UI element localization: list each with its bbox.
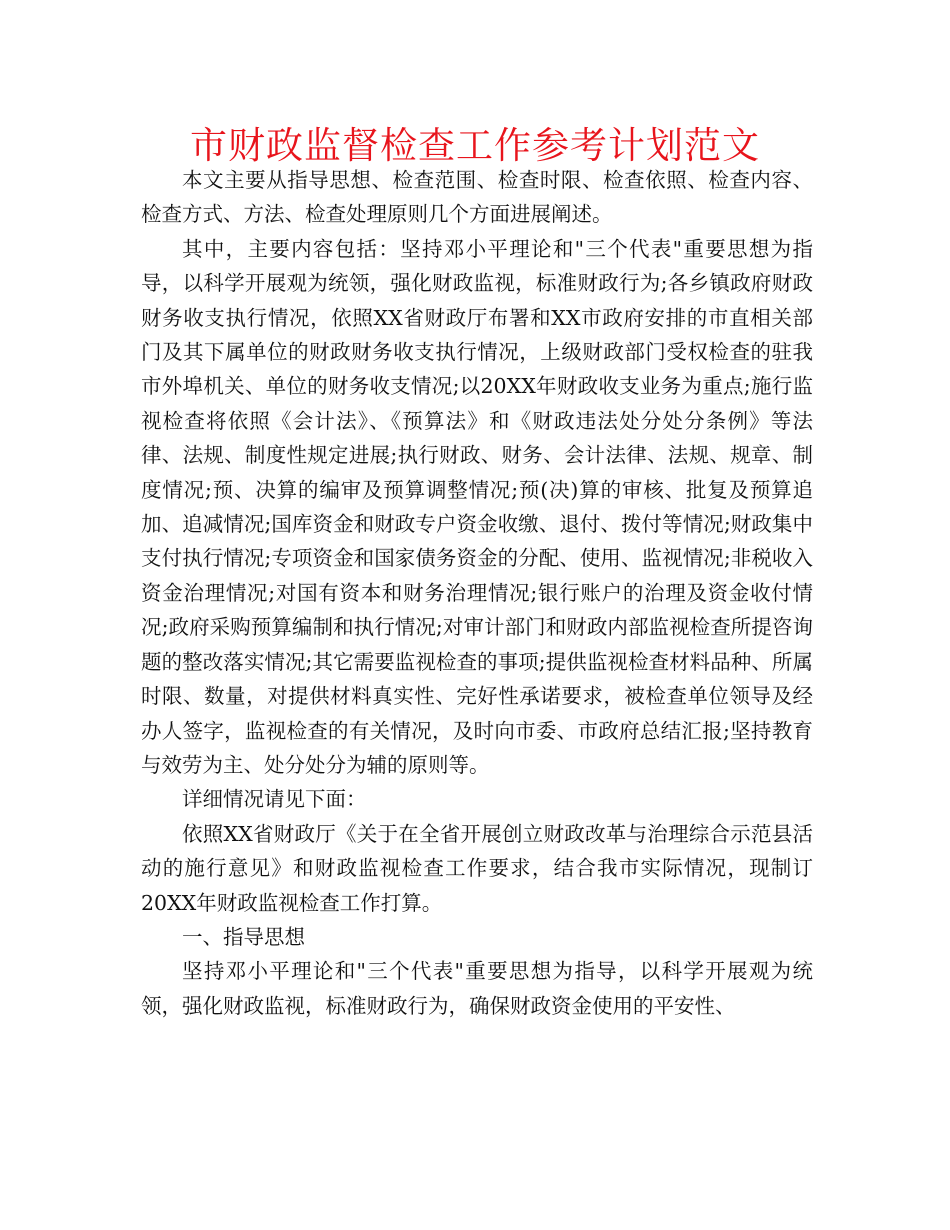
paragraph-guiding-ideology: 坚持邓小平理论和"三个代表"重要思想为指导，以科学开展观为统领，强化财政监视，标准财政行为，确保财政资金使用的平安性、 (141, 959, 813, 1018)
paragraph-details-lead: 详细情况请见下面： (182, 787, 367, 812)
document-title: 市财政监督检查工作参考计划范文 (190, 124, 760, 167)
paragraph-intro: 本文主要从指导思想、检查范围、检查时限、检查依照、检查内容、检查方式、方法、检查处理原则几个方面进展阐述。 (141, 168, 813, 227)
document-body (141, 163, 813, 1023)
section-heading-guiding-ideology: 一、指导思想 (182, 924, 305, 949)
paragraph-basis: 依照XX省财政厅《关于在全省开展创立财政改革与治理综合示范县活动的施行意见》和财政监视检查工作要求，结合我市实际情况，现制订20XX年财政监视检查工作打算。 (141, 821, 813, 915)
paragraph-main-content: 其中，主要内容包括：坚持邓小平理论和"三个代表"重要思想为指导，以科学开展观为统领，强化财政监视，标准财政行为;各乡镇政府财政财务收支执行情况，依照XX省财政厅布署和XX市政府安排的市直相关部门及其下属单位的财政财务收支执行情况，上级财政部门受权检查的驻我市外埠机关、单位的财务收支情况;以20XX年财政收支业务为重点;施行监视检查将依照《会计法》、《预算法》和《财政违法处分处分条例》等法律、法规、制度性规定进展;执行财政、财务、会计法律、法规、规章、制度情况;预、决算的编审及预算调整情况;预(决)算的审核、批复及预算追加、追减情况;国库资金和财政专户资金收缴、退付、拨付等情况;财政集中支付执行情况;专项资金和国家债务资金的分配、使用、监视情况;非税收入资金治理情况;对国有资本和财务治理情况;银行账户的治理及资金收付情况;政府采购预算编制和执行情况;对审计部门和财政内部监视检查所提咨询题的整改落实情况;其它需要监视检查的事项;提供监视检查材料品种、所属时限、数量，对提供材料真实性、完好性承诺要求，被检查单位领导及经办人签字，监视检查的有关情况，及时向市委、市政府总结汇报;坚持教育与效劳为主、处分处分为辅的原则等。 (141, 236, 813, 777)
